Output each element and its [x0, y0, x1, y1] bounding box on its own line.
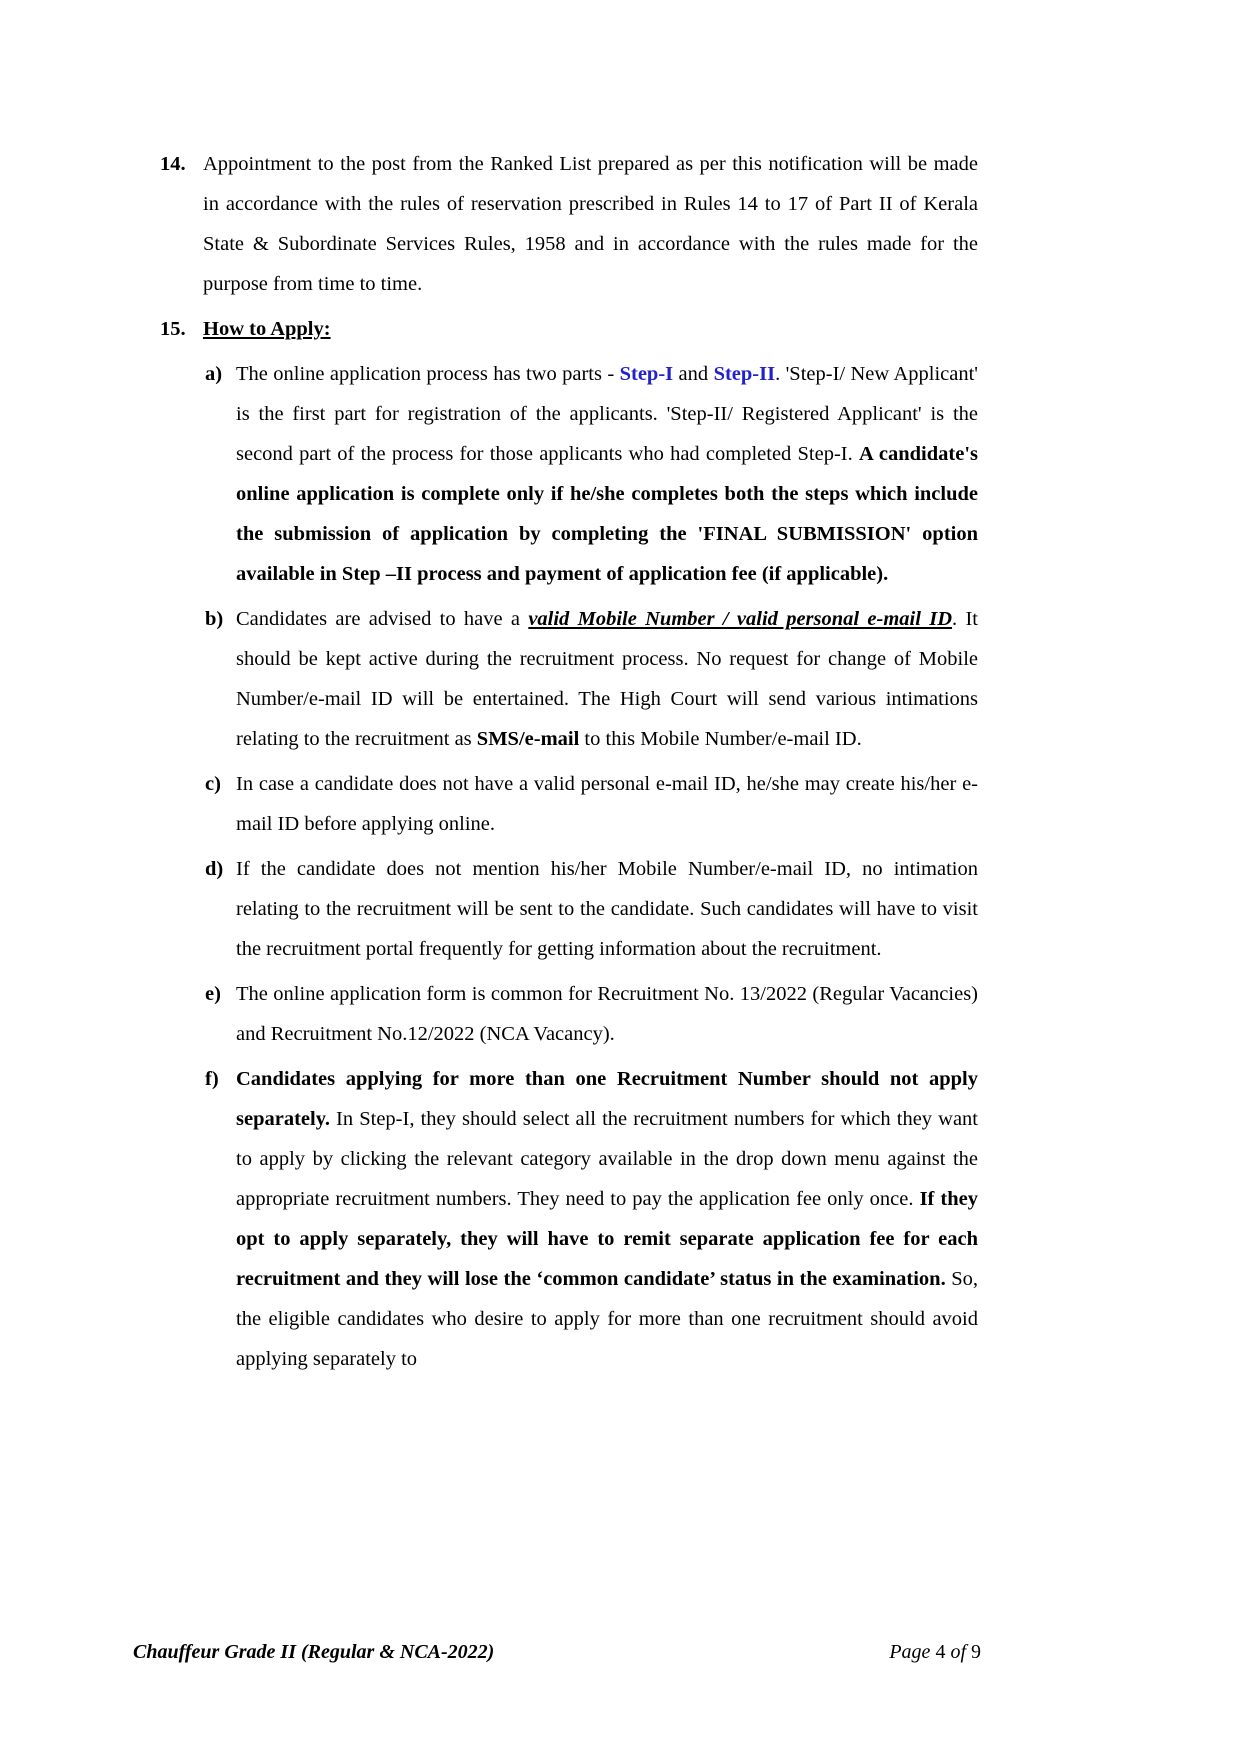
- sub-item-letter: f): [205, 1068, 219, 1090]
- text-segment: Candidates are advised to have a: [236, 608, 529, 630]
- footer-page-indicator: [889, 1638, 981, 1666]
- sub-item-a-paragraph: [236, 354, 978, 594]
- sub-item-e: [205, 974, 978, 1054]
- footer-total-pages: 9: [971, 1641, 981, 1663]
- text-segment: A candidate's online application is complete only if he/she completes both the steps which include the submission of application by completing the 'FINAL SUBMISSION' option available in Step –II process and payment of application fee (if applicable).: [236, 443, 978, 585]
- sub-item-f-paragraph: [236, 1059, 978, 1379]
- sub-item-a: [205, 354, 978, 594]
- page-content: [160, 144, 978, 1384]
- text-segment: Candidates applying for more than one Recruitment Number should not apply separately.: [236, 1068, 978, 1130]
- text-segment: and: [673, 363, 714, 385]
- sub-item-b: [205, 599, 978, 759]
- text-segment: If they opt to apply separately, they will have to remit separate application fee for each recruitment and they will lose the ‘common candidate’ status in the examination.: [236, 1188, 978, 1290]
- page-footer: [133, 1638, 981, 1666]
- item-number: 14.: [160, 153, 186, 175]
- text-segment: The online application process has two parts -: [236, 363, 620, 385]
- item-number: 15.: [160, 318, 186, 340]
- text-segment: . It should be kept active during the recruitment process. No request for change of Mobile Number/e-mail ID will be entertained. The High Court will send various intimations relating to the recruitment as: [236, 608, 978, 750]
- text-segment: So, the eligible candidates who desire to apply for more than one recruitment should avoid applying separately to: [236, 1268, 979, 1370]
- text-segment: SMS/e-mail: [476, 728, 580, 750]
- text-segment: The online application form is common for Recruitment No. 13/2022 (Regular Vacancies) and Recruitment No.12/2022 (NCA Vacancy).: [236, 983, 978, 1045]
- text-segment: In case a candidate does not have a valid personal e-mail ID, he/she may create his/her e-mail ID before applying online.: [236, 773, 978, 835]
- sub-item-letter: d): [205, 858, 224, 880]
- text-segment: In Step-I, they should select all the recruitment numbers for which they want to apply by clicking the relevant category available in the drop down menu against the appropriate recruitment numbers. They need to pay the application fee only once.: [236, 1108, 978, 1210]
- text-segment: Appointment to the post from the Ranked List prepared as per this notification will be made in accordance with the rules of reservation prescribed in Rules 14 to 17 of Part II of Kerala State & Subordinate Services Rules, 1958 and in accordance with the rules made for the purpose from time to time.: [203, 153, 978, 295]
- list-item-15: [160, 309, 978, 349]
- sub-item-d-paragraph: [236, 849, 978, 969]
- text-segment: valid Mobile Number / valid personal e-mail ID: [528, 608, 953, 630]
- sub-item-letter: b): [205, 608, 224, 630]
- footer-document-title: Chauffeur Grade II (Regular & NCA-2022): [133, 1641, 495, 1663]
- sub-item-e-paragraph: [236, 974, 978, 1054]
- text-segment: Step-II: [713, 363, 776, 385]
- sub-item-letter: e): [205, 983, 221, 1005]
- text-segment: to this Mobile Number/e-mail ID.: [579, 728, 862, 750]
- section-heading: [203, 309, 978, 349]
- sub-item-letter: a): [205, 363, 223, 385]
- how-to-apply-heading: How to Apply:: [203, 318, 331, 340]
- sub-item-d: [205, 849, 978, 969]
- sub-item-b-paragraph: [236, 599, 978, 759]
- sub-item-c-paragraph: [236, 764, 978, 844]
- footer-page-word: Page: [889, 1641, 936, 1663]
- list-item-14: [160, 144, 978, 304]
- text-segment: If the candidate does not mention his/her Mobile Number/e-mail ID, no intimation relating to the recruitment will be sent to the candidate. Such candidates will have to visit the recruitment portal frequently for getting information about the recruitment.: [236, 858, 978, 960]
- text-segment: . 'Step-I/ New Applicant' is the first part for registration of the applicants. 'Step-II/ Registered Applicant' is the second part of the process for those applicants who had completed Step-I.: [236, 363, 978, 465]
- footer-of-word: of: [945, 1641, 971, 1663]
- footer-page-number: 4: [935, 1641, 946, 1663]
- text-segment: Step-I: [619, 363, 674, 385]
- sub-item-letter: c): [205, 773, 221, 795]
- sub-item-c: [205, 764, 978, 844]
- sub-item-f: [205, 1059, 978, 1379]
- item-14-paragraph: [203, 144, 978, 304]
